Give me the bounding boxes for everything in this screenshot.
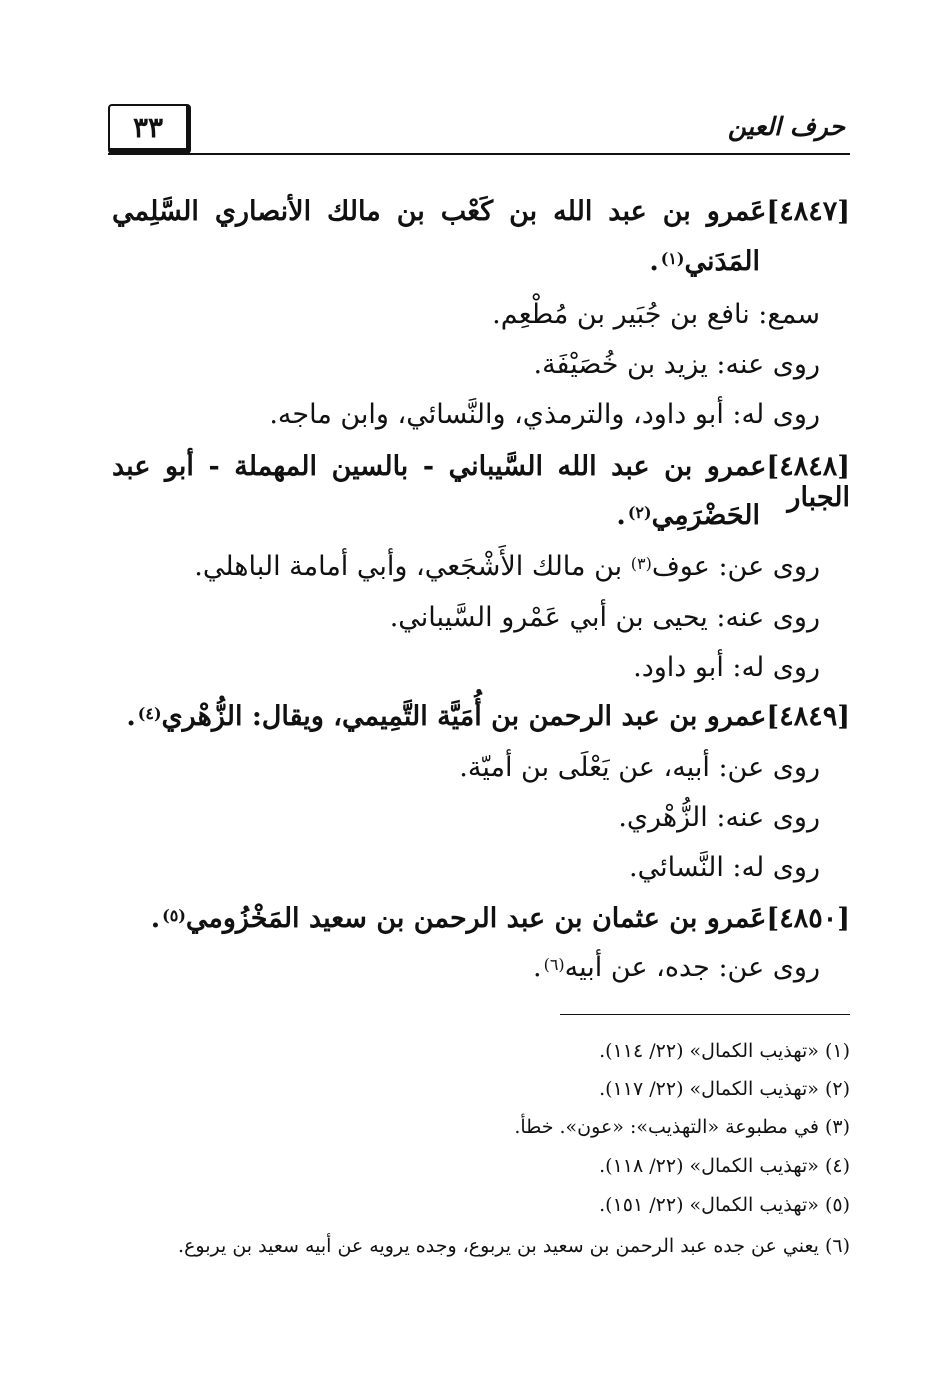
entry-4850-title-line1: [٤٨٥٠]عَمرو بن عثمان بن عبد الرحمن بن سعيد المَخْزُومي$^{(٥)}$.: [150, 903, 850, 934]
entry-4849-line: روى له: النَّسائي.: [629, 852, 820, 883]
entry-4847-id: [٤٨٤٧]: [766, 196, 850, 227]
header-rule: [108, 153, 850, 155]
entry-4848-line: روى عنه: يحيى بن أبي عَمْرو السَّيباني.: [389, 602, 820, 633]
footnote-4: (٤) «تهذيب الكمال» (٢٢/ ١١٨).: [599, 1155, 850, 1177]
entry-4849-title-line1: [٤٨٤٩]عمرو بن عبد الرحمن بن أُمَيَّة التَّمِيمي، ويقال: الزُّهْري$^{(٤)}$.: [126, 701, 850, 732]
footnote-separator: [560, 1014, 850, 1015]
entry-4847-line: روى له: أبو داود، والترمذي، والنَّسائي، وابن ماجه.: [269, 399, 820, 430]
entry-4848-title: عمرو بن عبد الله السَّيباني - بالسين المهملة - أبو عبد الجبار: [112, 451, 850, 513]
entry-4849-title: عمرو بن عبد الرحمن بن أُمَيَّة التَّمِيمي، ويقال: الزُّهْري: [161, 701, 767, 732]
footnote-ref-4[interactable]: (٤): [137, 704, 162, 723]
footnote-ref-5[interactable]: (٥): [162, 906, 186, 925]
running-header-title: حرف العين: [727, 112, 845, 141]
entry-4849-id: [٤٨٤٩]: [766, 701, 850, 732]
footnote-ref-6[interactable]: (٦): [543, 955, 565, 974]
entry-4847-title-line1: [112, 196, 850, 227]
footnote-5: (٥) «تهذيب الكمال» (٢٢/ ١٥١).: [599, 1194, 850, 1216]
entry-4848-id: [٤٨٤٨]: [766, 451, 850, 482]
entry-4847-line: سمع: نافع بن جُبَير بن مُطْعِم.: [492, 299, 820, 330]
page-number-box: [108, 104, 191, 154]
entry-4847-title: عَمرو بن عبد الله بن كَعْب بن مالك الأنصاري السَّلِمي: [112, 196, 767, 227]
entry-4849-line: روى عنه: الزُّهْري.: [618, 802, 820, 833]
entry-4847-line: روى عنه: يزيد بن خُصَيْفَة.: [533, 349, 820, 380]
footnote-ref-2[interactable]: (٢): [627, 503, 652, 522]
entry-4848-line: روى له: أبو داود.: [633, 652, 820, 683]
footnote-1: (١) «تهذيب الكمال» (٢٢/ ١١٤).: [599, 1040, 850, 1062]
entry-4847-title-line2: المَدَني$^{(١)}$.: [649, 246, 760, 277]
entry-4848-title-line2: الحَضْرَمِي$^{(٢)}$.: [616, 500, 760, 531]
entry-4850-line: روى عن: جده، عن أبيه$^{(٦)}$.: [532, 952, 820, 983]
footnote-3: (٣) في مطبوعة «التهذيب»: «عون». خطأ.: [514, 1116, 850, 1138]
entry-4849-line: روى عن: أبيه، عن يَعْلَى بن أميّة.: [459, 752, 820, 783]
entry-4850-id: [٤٨٥٠]: [766, 903, 850, 934]
footnote-ref-3[interactable]: (٣): [630, 554, 652, 573]
entry-4850-title: عَمرو بن عثمان بن عبد الرحمن بن سعيد المَخْزُومي: [185, 903, 767, 934]
page-number: ٣٣: [132, 111, 164, 144]
footnote-6: (٦) يعني عن جده عبد الرحمن بن سعيد بن يربوع، وجده يرويه عن أبيه سعيد بن يربوع.: [178, 1235, 850, 1257]
entry-4848-line: روى عن: عوف$^{(٣)}$ بن مالك الأَشْجَعي، وأبي أمامة الباهلي.: [194, 551, 820, 582]
footnote-2: (٢) «تهذيب الكمال» (٢٢/ ١١٧).: [599, 1078, 850, 1100]
footnote-ref-1[interactable]: (١): [660, 249, 685, 268]
